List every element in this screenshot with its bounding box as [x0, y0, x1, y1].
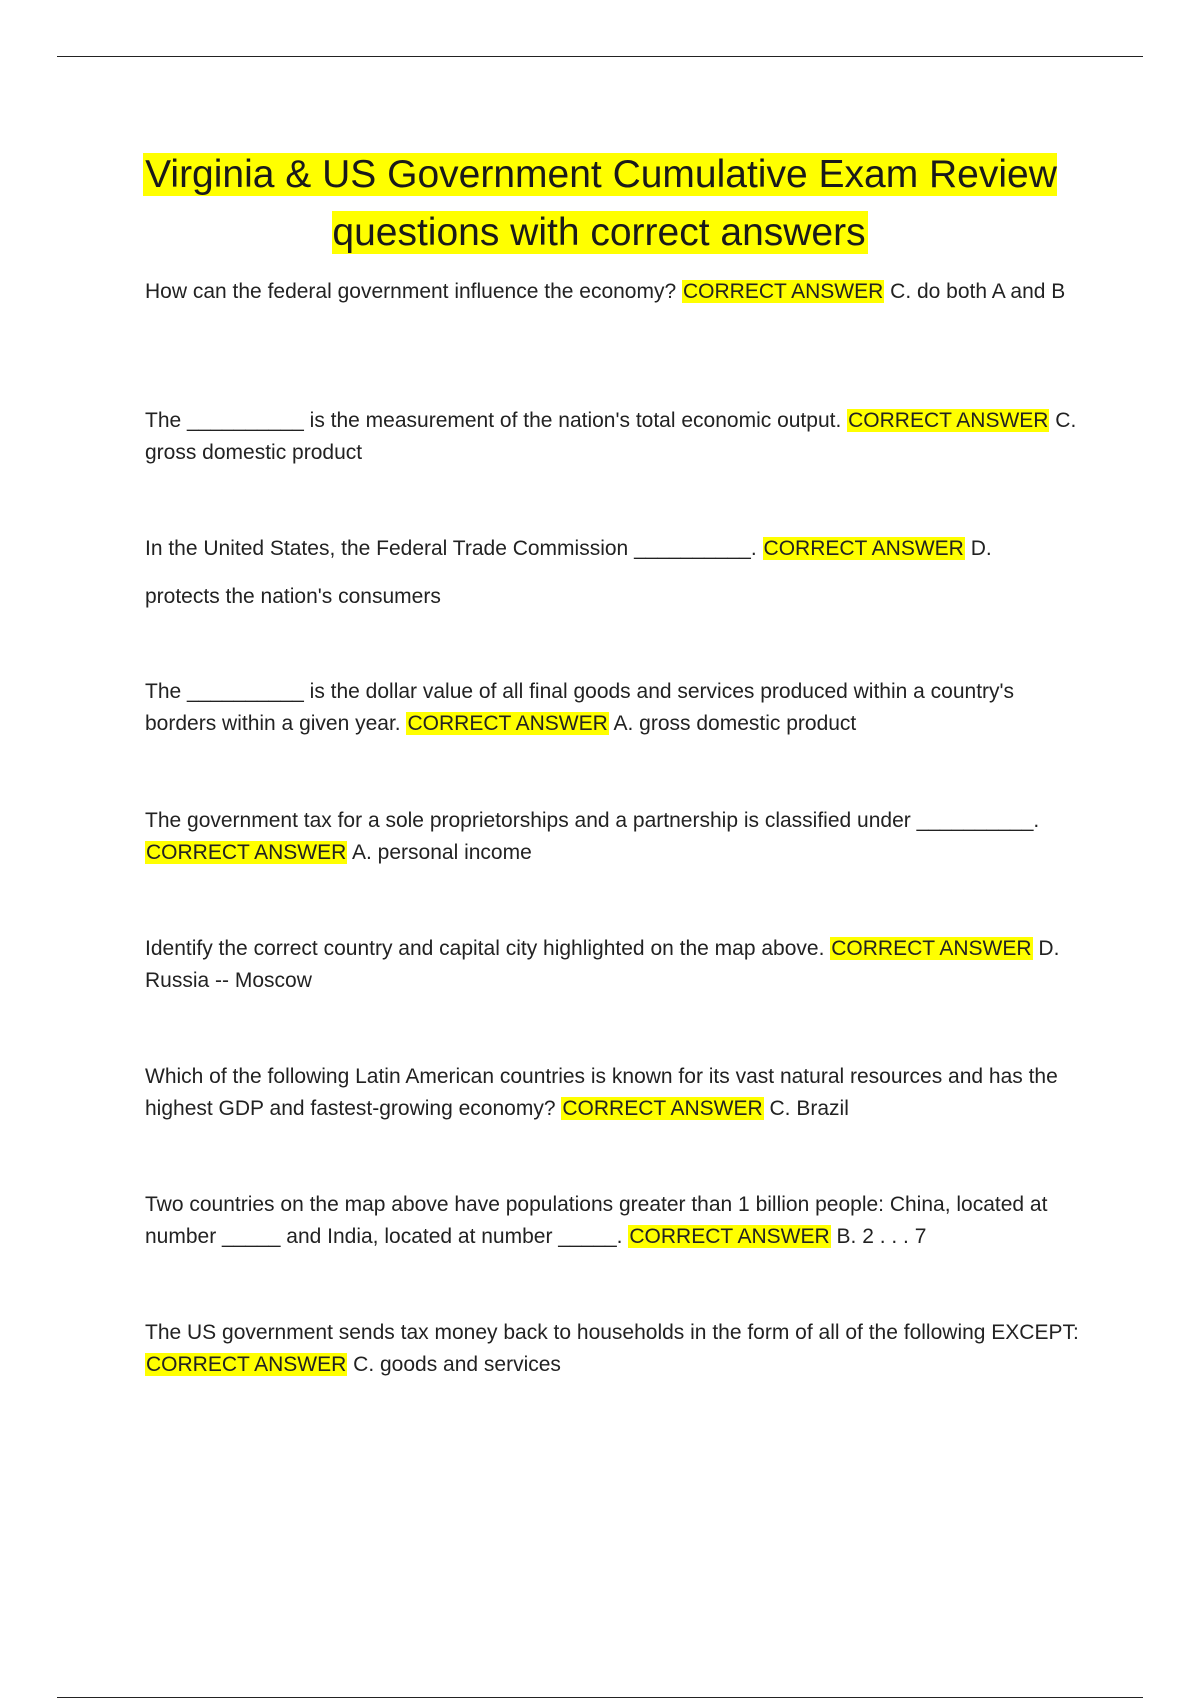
qa-item-1: [145, 276, 1080, 308]
qa-item-6: [145, 933, 1080, 997]
question-text: The government tax for a sole proprietorships and a partnership is classified under __________.: [145, 809, 1040, 832]
correct-answer-label: CORRECT ANSWER: [407, 712, 608, 735]
answer-text: A. personal income: [352, 841, 532, 864]
qa-item-5: [145, 805, 1080, 869]
answer-text: B. 2 . . . 7: [836, 1225, 927, 1248]
qa-item-2: [145, 405, 1080, 469]
question-text: Which of the following Latin American countries is known for its vast natural resources and has the highest GDP and fastest-growing economy?: [145, 1065, 1058, 1120]
question-text: The US government sends tax money back to households in the form of all of the following EXCEPT:: [145, 1321, 1079, 1344]
correct-answer-label: CORRECT ANSWER: [683, 280, 884, 303]
qa-item-4: [145, 676, 1080, 740]
question-text: How can the federal government influence the economy?: [145, 280, 677, 303]
answer-text-continued: protects the nation's consumers: [145, 585, 441, 608]
document-title: [120, 146, 1080, 262]
answer-text: A. gross domestic product: [613, 712, 857, 735]
question-text: The __________ is the dollar value of all final goods and services produced within a country's borders within a given year.: [145, 680, 1015, 735]
answer-text: C. do both A and B: [890, 280, 1066, 303]
qa-item-8: [145, 1189, 1080, 1253]
answer-text: D. Russia -- Moscow: [145, 937, 1060, 992]
question-text: Two countries on the map above have populations greater than 1 billion people: China, located at number _____ and India, located at number _____.: [145, 1193, 1048, 1248]
title-highlight: Virginia & US Government Cumulative Exam Review questions with correct answers: [145, 153, 1057, 254]
correct-answer-label: CORRECT ANSWER: [629, 1225, 830, 1248]
correct-answer-label: CORRECT ANSWER: [763, 537, 964, 560]
qa-item-3: [145, 533, 1080, 613]
answer-text: C. gross domestic product: [145, 409, 1077, 464]
answer-text: C. Brazil: [769, 1097, 849, 1120]
bottom-rule: [57, 1697, 1143, 1698]
answer-text: D.: [970, 537, 992, 560]
question-text: Identify the correct country and capital city highlighted on the map above.: [145, 937, 825, 960]
question-text: The __________ is the measurement of the nation's total economic output.: [145, 409, 842, 432]
correct-answer-label: CORRECT ANSWER: [146, 1353, 347, 1376]
qa-item-7: [145, 1061, 1080, 1125]
top-rule: [57, 56, 1143, 57]
question-text: In the United States, the Federal Trade Commission __________.: [145, 537, 757, 560]
correct-answer-label: CORRECT ANSWER: [562, 1097, 763, 1120]
correct-answer-label: CORRECT ANSWER: [831, 937, 1032, 960]
correct-answer-label: CORRECT ANSWER: [146, 841, 347, 864]
qa-item-9: [145, 1317, 1080, 1381]
correct-answer-label: CORRECT ANSWER: [848, 409, 1049, 432]
answer-text: C. goods and services: [353, 1353, 561, 1376]
